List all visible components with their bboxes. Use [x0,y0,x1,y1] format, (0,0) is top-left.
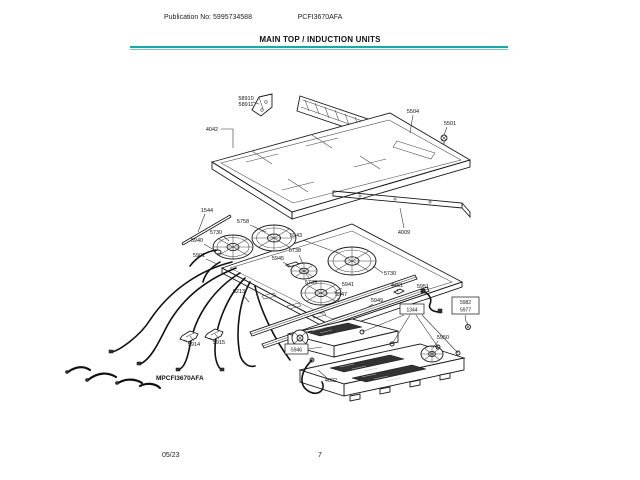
svg-text:4461: 4461 [390,283,404,289]
svg-text:5738: 5738 [288,248,302,254]
part-label-center-bracket [272,256,290,266]
footer-page-number: 7 [318,452,322,459]
part-label-hardware-box [452,297,479,314]
part-label-grille-screw [444,121,456,135]
part-label-screw-kit [400,304,424,314]
svg-text:58910: 58910 [238,96,254,102]
svg-text:5950: 5950 [436,335,450,341]
induction-coil-rear-left [213,235,253,259]
svg-text:5730: 5730 [383,271,397,277]
svg-text:5739: 5739 [304,280,318,286]
part-label-coil-right-side [373,266,396,277]
svg-text:4042: 4042 [205,127,219,133]
induction-coil-right [328,247,376,275]
wiring-harness [109,262,290,371]
svg-text:5213: 5213 [232,289,246,295]
svg-text:5915: 5915 [212,340,226,346]
rear-mount-bracket [252,94,272,116]
svg-text:5504: 5504 [406,109,420,115]
part-label-coil-rear-center [237,219,266,232]
mount-bracket-left-2 [205,329,223,340]
part-label-main-top [206,127,233,148]
main-top-glass [212,113,470,219]
clip [394,289,404,294]
svg-text:5947: 5947 [334,292,348,298]
part-label-rear-rail [398,208,410,236]
model-number: PCFI3670AFA [297,14,343,21]
svg-text:5977: 5977 [459,307,472,314]
svg-text:5730: 5730 [209,230,223,236]
diagram-image-label: MPCFI3670AFA [156,375,204,382]
svg-text:5946: 5946 [290,347,303,354]
svg-text:5758: 5758 [236,219,250,225]
hardware-screw [465,315,470,330]
svg-text:4002: 4002 [324,378,338,384]
svg-text:5949: 5949 [370,298,384,304]
svg-text:5914: 5914 [187,342,201,348]
svg-text:5943: 5943 [289,233,303,239]
mount-bracket-left-1 [180,331,198,342]
svg-text:1344: 1344 [406,307,418,314]
svg-text:1544: 1544 [200,208,214,214]
svg-text:5501: 5501 [443,121,457,127]
cooling-fan-small [292,330,308,346]
svg-text:58911: 58911 [238,102,254,108]
svg-text:4009: 4009 [397,230,411,236]
part-label-harness-b [193,253,217,264]
svg-text:5951: 5951 [416,284,430,290]
svg-text:5901: 5901 [192,253,206,259]
page-title: MAIN TOP / INDUCTION UNITS [259,35,381,44]
loose-wire-ends [65,367,160,388]
publication-number: Publication No: 5995734588 [164,14,252,21]
svg-text:5940: 5940 [190,238,204,244]
svg-text:5982: 5982 [459,300,472,306]
svg-text:5945: 5945 [271,256,285,262]
footer-date: 05/23 [162,452,180,459]
rear-rail [333,191,470,217]
svg-text:5941: 5941 [341,282,355,288]
part-label-harness-a [191,238,214,250]
